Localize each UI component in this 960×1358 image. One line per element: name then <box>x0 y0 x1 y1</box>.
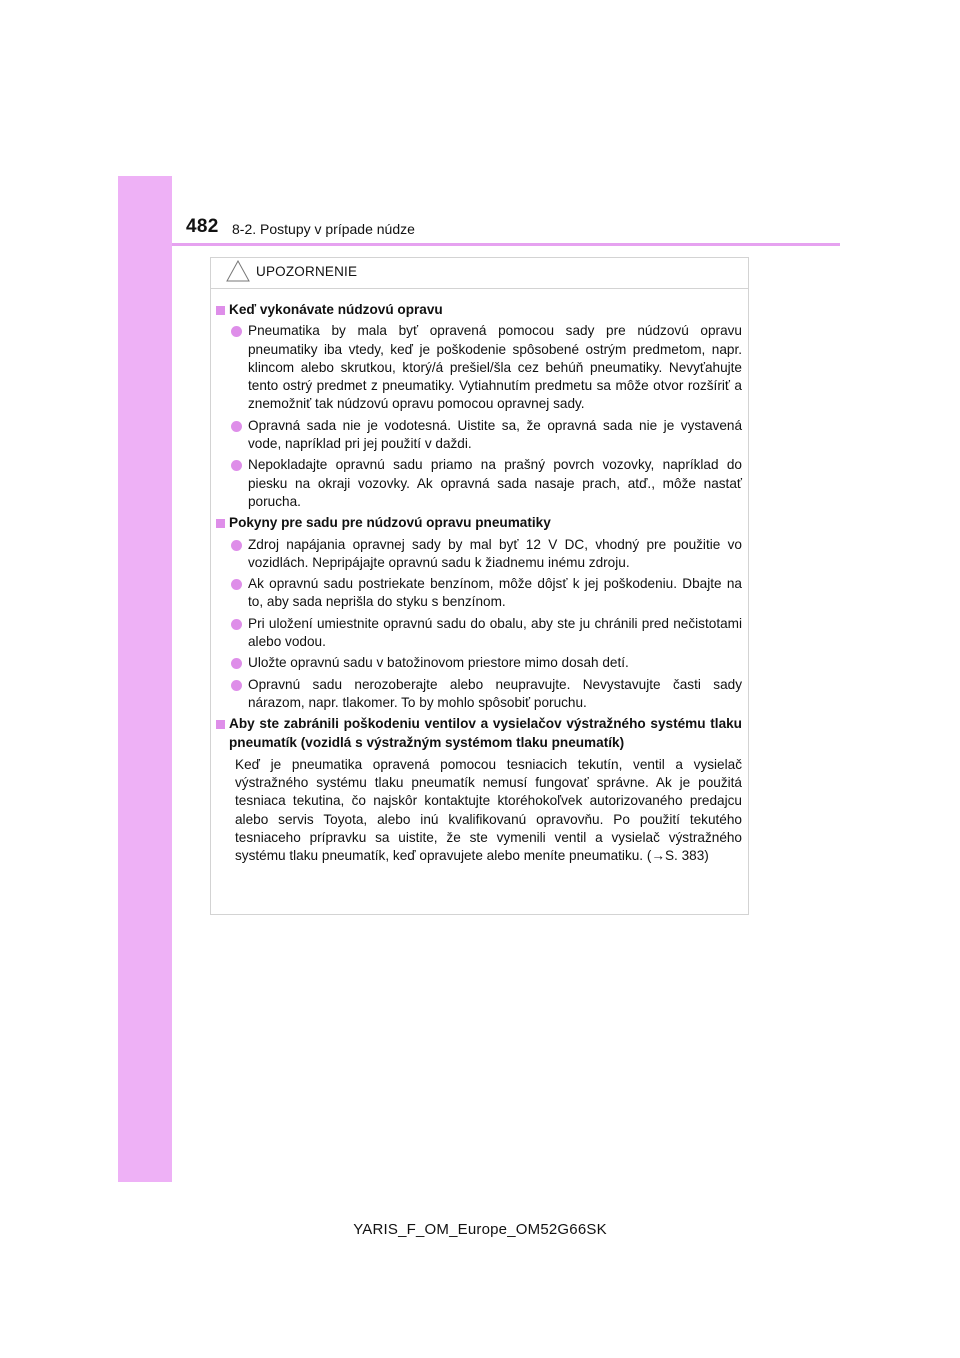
list-item <box>216 615 742 652</box>
section-heading-text: Keď vykonávate núdzovú opravu <box>229 302 443 317</box>
bullet-dot-icon <box>231 579 242 590</box>
document-code: YARIS_F_OM_Europe_OM52G66SK <box>353 1221 607 1238</box>
section-paragraph: Keď je pneumatika opravená pomocou tesniacich tekutín, ventil a vysielač výstražného systému tlaku pneumatík nemusí fungovať správne. Ak je použitá tesniaca tekutina, čo najskôr kontaktujte ktoréhokoľvek autorizovaného predajcu alebo servis Toyota, alebo inú kvalifikovanú opravovňu. Po použití tekutého tesniaceho prípravku sa uistite, že ste vymenili ventil a vysielač výstražného systému tlaku pneumatík, keď opravujete alebo meníte pneumatiku. (→S. 383) <box>235 756 742 864</box>
bullet-dot-icon <box>231 326 242 337</box>
list-item <box>216 456 742 511</box>
bullet-dot-icon <box>231 421 242 432</box>
bullet-dot-icon <box>231 619 242 630</box>
page-number: 482 <box>186 216 219 237</box>
bullet-dot-icon <box>231 540 242 551</box>
section-heading-text: Aby ste zabránili poškodeniu ventilov a vysielačov výstražného systému tlaku pneumatík (vozidlá s výstražným systémom tlaku pneumatík) <box>229 716 742 750</box>
bullet-dot-icon <box>231 680 242 691</box>
list-item <box>216 417 742 454</box>
header-divider <box>172 243 840 246</box>
list-item <box>216 322 742 413</box>
section-heading <box>216 514 742 532</box>
list-item-text: Pneumatika by mala byť opravená pomocou sady pre núdzovú opravu pneumatiky iba vtedy, keď je poškodenie spôsobené ostrým predmetom, napr. klincom alebo skrutkou, ktorý/á prešiel/šla cez behúň pneumatiky. Nevyťahujte tento ostrý predmet z pneumatiky. Vytiahnutím predmetu sa môže otvor rozšíriť a znemožniť tak núdzovú opravu pomocou opravnej sady. <box>248 323 742 412</box>
list-item-text: Opravnú sadu nerozoberajte alebo neupravujte. Nevystavujte časti sady nárazom, napr. tlakomer. To by mohlo spôsobiť poruchu. <box>248 676 742 710</box>
list-item-text: Opravná sada nie je vodotesná. Uistite sa, že opravná sada nie je vystavená vode, napríklad pri jej použití v daždi. <box>248 417 742 452</box>
list-item-text: Pri uložení umiestnite opravnú sadu do obalu, aby ste ju chránili pred nečistotami alebo vodou. <box>248 615 742 650</box>
warning-header <box>211 258 748 289</box>
warning-box <box>210 257 749 915</box>
heading-square-icon <box>216 306 225 315</box>
warning-triangle-icon <box>226 260 250 282</box>
chapter-tab-bar <box>118 176 172 1182</box>
section-title: 8-2. Postupy v prípade núdze <box>232 221 415 237</box>
list-item <box>216 676 742 713</box>
section-heading <box>216 301 742 319</box>
list-item <box>216 575 742 612</box>
bullet-dot-icon <box>231 460 242 471</box>
heading-square-icon <box>216 519 225 528</box>
list-item <box>216 536 742 573</box>
warning-body <box>211 289 748 866</box>
list-item <box>216 654 742 672</box>
section-heading-text: Pokyny pre sadu pre núdzovú opravu pneumatiky <box>229 515 551 531</box>
list-item-text: Nepokladajte opravnú sadu priamo na prašný povrch vozovky, napríklad do piesku na okraji vozovky. Ak opravná sada nasaje prach, atď., môže nastať porucha. <box>248 457 742 509</box>
bullet-dot-icon <box>231 658 242 669</box>
list-item-text: Zdroj napájania opravnej sady by mal byť 12 V DC, vhodný pre použitie vo vozidlách. Nepripájajte opravnú sadu k žiadnemu inému zdroju. <box>248 536 742 570</box>
heading-square-icon <box>216 720 225 729</box>
list-item-text: Uložte opravnú sadu v batožinovom priestore mimo dosah detí. <box>248 655 629 671</box>
list-item-text: Ak opravnú sadu postriekate benzínom, môže dôjsť k jej poškodeniu. Dbajte na to, aby sada neprišla do styku s benzínom. <box>248 576 742 610</box>
section-heading <box>216 715 742 752</box>
warning-title: UPOZORNENIE <box>256 264 358 279</box>
